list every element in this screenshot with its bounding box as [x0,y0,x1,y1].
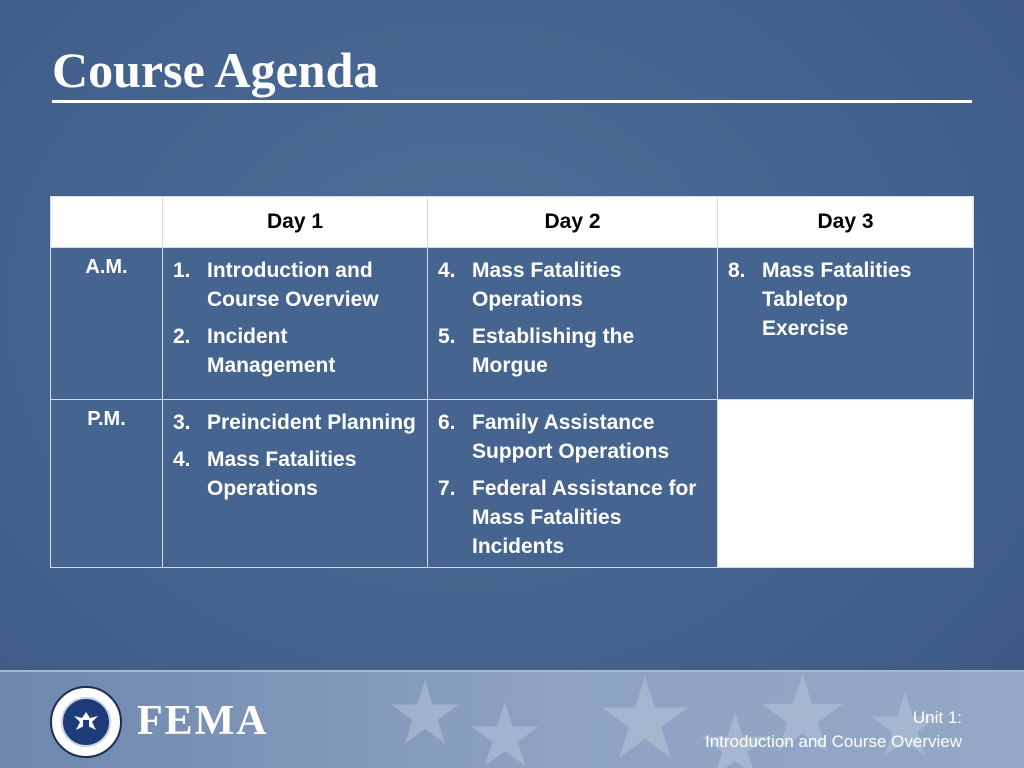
row-label-am: A.M. [51,248,163,400]
agenda-item: 4. Mass Fatalities Operations [173,448,357,500]
title-underline [52,100,972,103]
cell-am-day-3 [718,248,974,400]
fema-logo: FEMA [137,698,269,744]
star-decoration [390,680,460,750]
dhs-seal-icon [50,686,122,758]
agenda-item: 2. Incident Management [173,325,336,377]
agenda-item: 4. Mass Fatalities Operations [438,259,622,311]
table-row-am [51,248,974,400]
agenda-item: 1. Introduction and Course Overview [173,259,379,311]
unit-title: Introduction and Course Overview [704,732,962,751]
header-day-2: Day 2 [428,197,718,248]
footer-bar [0,670,1024,768]
star-decoration [470,702,540,768]
cell-pm-day-3 [718,400,974,568]
agenda-item: 8. Mass Fatalities Tabletop Exercise [728,259,912,340]
unit-label: Unit 1: [912,708,962,727]
agenda-item: 6. Family Assistance Support Operations [438,411,670,463]
star-decoration [600,676,690,766]
agenda-item: 7. Federal Assistance for Mass Fatalities Incidents [438,477,697,558]
slide-title: Course Agenda [52,42,379,98]
cell-am-day-1 [163,248,428,400]
header-row [51,197,974,248]
cell-pm-day-1 [163,400,428,568]
header-day-3: Day 3 [718,197,974,248]
row-label-pm: P.M. [51,400,163,568]
agenda-table [50,196,974,568]
cell-pm-day-2 [428,400,718,568]
agenda-item: 3. Preincident Planning [173,411,416,434]
header-day-1: Day 1 [163,197,428,248]
table-row-pm [51,400,974,568]
header-corner [51,197,163,248]
cell-am-day-2 [428,248,718,400]
agenda-item: 5. Establishing the Morgue [438,325,635,377]
